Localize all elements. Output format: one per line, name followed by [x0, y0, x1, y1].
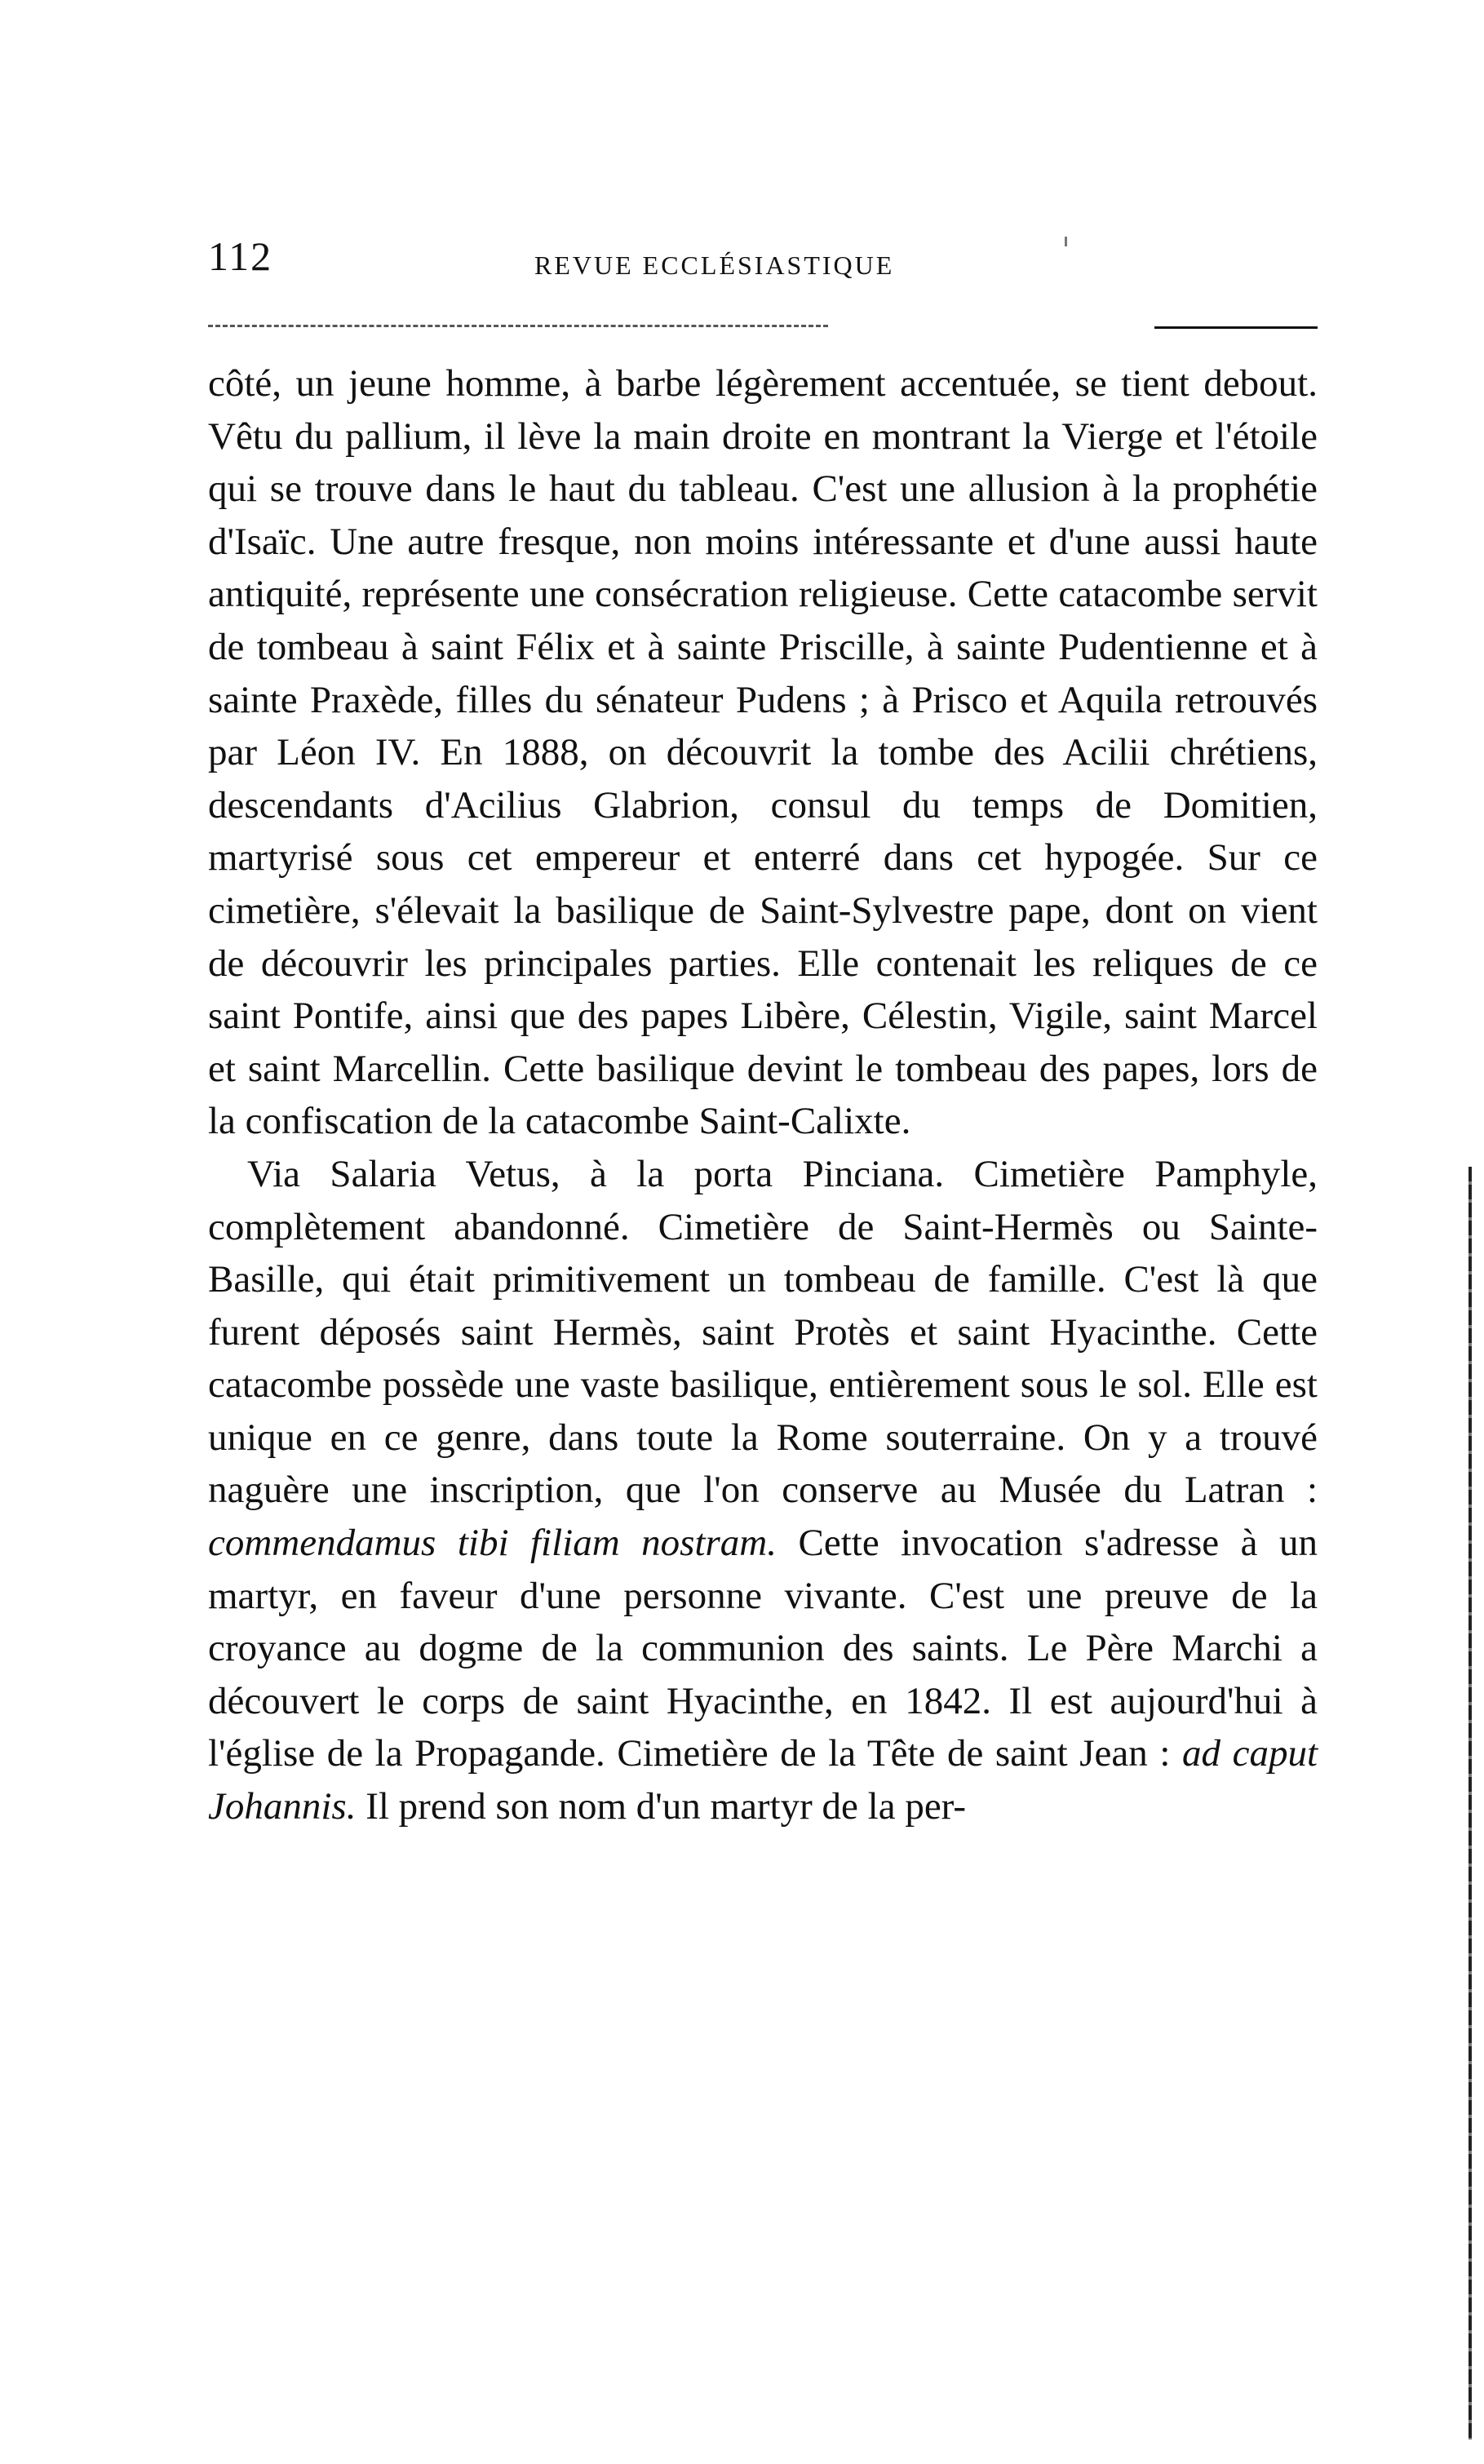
text-segment: côté, un jeune homme, à barbe légèrement accentuée, se tient debout. Vêtu du pallium, il lève la main droite en montrant la Vierge et l'étoile qui se trouve dans le haut du tableau. C'est une allusion à la prophétie d'Isaïc. Une autre fresque, non moins intéressante et d'une aussi haute antiquité, représente une consécration religieuse. Cette catacombe servit de tombeau à saint Félix et à sainte Priscille, à sainte Pudentienne et à sainte Praxède, filles du sénateur Pudens ; à Prisco et Aquila retrouvés par Léon IV. En 1888, on découvrit la tombe des Acilii chrétiens, descendants d'Acilius Glabrion, consul du temps de Domitien, martyrisé sous cet empereur et enterré dans cet hypogée. Sur ce cimetière, s'élevait la basilique de Saint-Sylvestre pape, dont on vient de découvrir les principales parties. Elle contenait les reliques de ce saint Pontife, ainsi que des papes Libère, Célestin, Vigile, saint Marcel et saint Marcellin. Cette basilique devint le tombeau des papes, lors de la confiscation de la catacombe Saint-Calixte.	[208, 362, 1318, 1143]
page-edge-binding	[1468, 1167, 1472, 2440]
text-segment: Cette invocation s'adresse à un martyr, en faveur d'une personne vivante. C'est une preuve de la croyance au dogme de la communion des saints. Le Père Marchi a découvert le corps de saint Hyacinthe, en 1842. Il est aujourd'hui à l'église de la Propagande. Cimetière de la Tête de saint Jean :	[208, 1522, 1318, 1775]
header-dashed-rule	[208, 325, 828, 327]
text-segment: Il prend son nom d'un martyr de la per-	[356, 1785, 967, 1828]
body-text	[208, 357, 1318, 1833]
paragraph-1	[208, 357, 1318, 1148]
text-segment: Via Salaria Vetus, à la porta Pinciana. Cimetière Pamphyle, complètement abandonné. Cimetière de Saint-Hermès ou Sainte-Basille, qui était primitivement un tombeau de famille. C'est là que furent déposés saint Hermès, saint Protès et saint Hyacinthe. Cette catacombe possède une vaste basilique, entièrement sous le sol. Elle est unique en ce genre, dans toute la Rome souterraine. On y a trouvé naguère une inscription, que l'on conserve au Musée du Latran :	[208, 1152, 1318, 1512]
running-head: REVUE ECCLÉSIASTIQUE	[534, 250, 895, 280]
latin-inscription: commendamus tibi filiam nostram.	[208, 1522, 777, 1565]
header-solid-rule	[1154, 326, 1318, 329]
latin-name: ad caput Johannis.	[208, 1732, 1318, 1828]
paragraph-2	[208, 1148, 1318, 1833]
page-header	[208, 233, 1318, 298]
print-speck	[1065, 237, 1067, 246]
page-number: 112	[208, 233, 273, 279]
